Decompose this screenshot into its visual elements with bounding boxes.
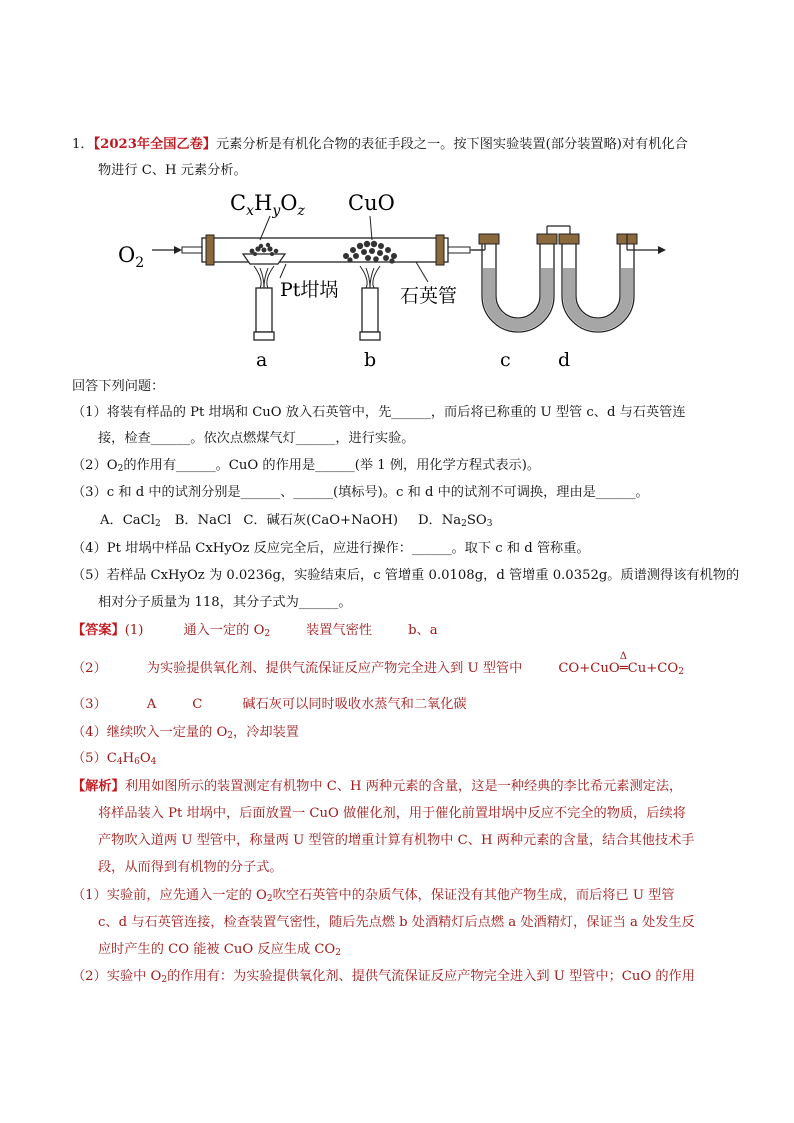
- quartz-tube-label: 石英管: [400, 285, 458, 307]
- cuo-granules: [343, 241, 397, 264]
- cuo-label: CuO: [348, 191, 395, 215]
- quartz-tube: [202, 238, 448, 262]
- option-a: A．CaCl$_2$: [100, 513, 161, 529]
- option-d: D．$Na_2SO_3$: [417, 513, 493, 529]
- answer-line-2: （2） 为实验提供氧化剂、提供气流保证反应产物完全进入到 U 型管中 CO+CuO Δ $═Cu+CO_2$: [72, 651, 684, 677]
- answer-line-1: 【答案】(1) 通入一定的 $O_2$ 装置气密性 b、a: [72, 623, 438, 639]
- q4-line: （4）Pt 坩埚中样品 CxHyOz 反应完全后，应进行操作：______。取下 c 和 d 管称重。: [72, 541, 590, 556]
- q3-options: [100, 512, 492, 530]
- answer-line-5: $(5)C_4H_6O_4$: [72, 751, 157, 767]
- question-source: 【2023年全国乙卷】: [93, 137, 216, 152]
- question-line-2: 物进行 C、H 元素分析。: [98, 163, 247, 178]
- formula-label: $C_xH_yO_z$: [230, 191, 305, 219]
- question-number: 1．: [72, 137, 94, 152]
- label-a: a: [256, 349, 268, 371]
- burner-b: [362, 288, 378, 332]
- apparatus-diagram: [110, 188, 690, 378]
- analysis-p1-line-3: 应时产生的 CO 能被 CuO 反应生成 $CO_2$: [98, 942, 341, 958]
- label-c: c: [500, 349, 511, 371]
- q2-line: $(2)O_2$的作用有______。CuO 的作用是______(举 1 例，用化学方程式表示)。: [72, 458, 541, 474]
- option-b: B．NaCl: [174, 513, 232, 528]
- u-tube-c: [479, 234, 557, 332]
- oxygen-label: $O_2$: [118, 243, 145, 271]
- answer-tag: 【答案】: [72, 623, 125, 638]
- prompt-text: 回答下列问题：: [72, 379, 165, 394]
- arrow-in-icon: [174, 246, 182, 254]
- option-c: C．碱石灰(CaO+NaOH): [243, 513, 398, 528]
- answer-line-4: （4）继续吹入一定量的 $O_2$，冷却装置: [72, 725, 299, 741]
- q5-line-1: （5）若样品 CxHyOz 为 0.0236g，实验结束后，c 管增重 0.0108g，d 管增重 0.0352g。质谱测得该有机物的: [72, 568, 740, 583]
- label-d: d: [558, 349, 571, 371]
- answer-line-3: （3） A C 碱石灰可以同时吸收水蒸气和二氧化碳: [72, 697, 467, 712]
- analysis-p1-line-1: （1）实验前，应先通入一定的 $O_2$吹空石英管中的杂质气体，保证没有其他产物生成，而后将已 U 型管: [72, 888, 675, 904]
- question-line-1: [72, 136, 688, 154]
- label-b: b: [364, 349, 377, 371]
- analysis-line-1: 【解析】利用如图所示的装置测定有机物中 C、H 两种元素的含量，这是一种经典的李比希元素测定法，: [72, 779, 683, 794]
- q1-line-1: （1）将装有样品的 Pt 坩埚和 CuO 放入石英管中，先______，而后将已称重的 U 型管 c、d 与石英管连: [72, 405, 686, 420]
- u-tube-d: [559, 234, 637, 332]
- q3-line: （3）c 和 d 中的试剂分别是______、______(填标号)。c 和 d 中的试剂不可调换，理由是______。: [72, 485, 649, 500]
- burner-a: [256, 288, 272, 332]
- question-stem: 元素分析是有机化合物的表征手段之一。按下图实验装置(部分装置略)对有机化合: [216, 137, 688, 152]
- analysis-line-3: 产物吹入道两 U 型管中，称量两 U 型管的增重计算有机物中 C、H 两种元素的含量，结合其他技术手: [98, 833, 695, 848]
- arrow-out-icon: [658, 246, 666, 254]
- analysis-p2-line-1: （2）实验中 $O_2$的作用有：为实验提供氧化剂、提供气流保证反应产物完全进入到 U 型管中；CuO 的作用: [72, 969, 695, 985]
- analysis-tag: 【解析】: [72, 779, 125, 794]
- q5-line-2: 相对分子质量为 118，其分子式为______。: [98, 595, 352, 610]
- q1-line-2: 接，检查______。依次点燃煤气灯______，进行实验。: [98, 431, 415, 446]
- analysis-line-2: 将样品装入 Pt 坩埚中，后面放置一 CuO 做催化剂，用于催化前置坩埚中反应不完全的物质，后续将: [98, 806, 686, 821]
- analysis-p1-line-2: c、d 与石英管连接，检查装置气密性，随后先点燃 b 处酒精灯后点燃 a 处酒精灯，保证当 a 处发生反: [98, 915, 695, 930]
- pt-crucible: [243, 254, 285, 264]
- pt-crucible-label: Pt坩埚: [280, 279, 339, 301]
- analysis-line-4: 段，从而得到有机物的分子式。: [98, 860, 283, 875]
